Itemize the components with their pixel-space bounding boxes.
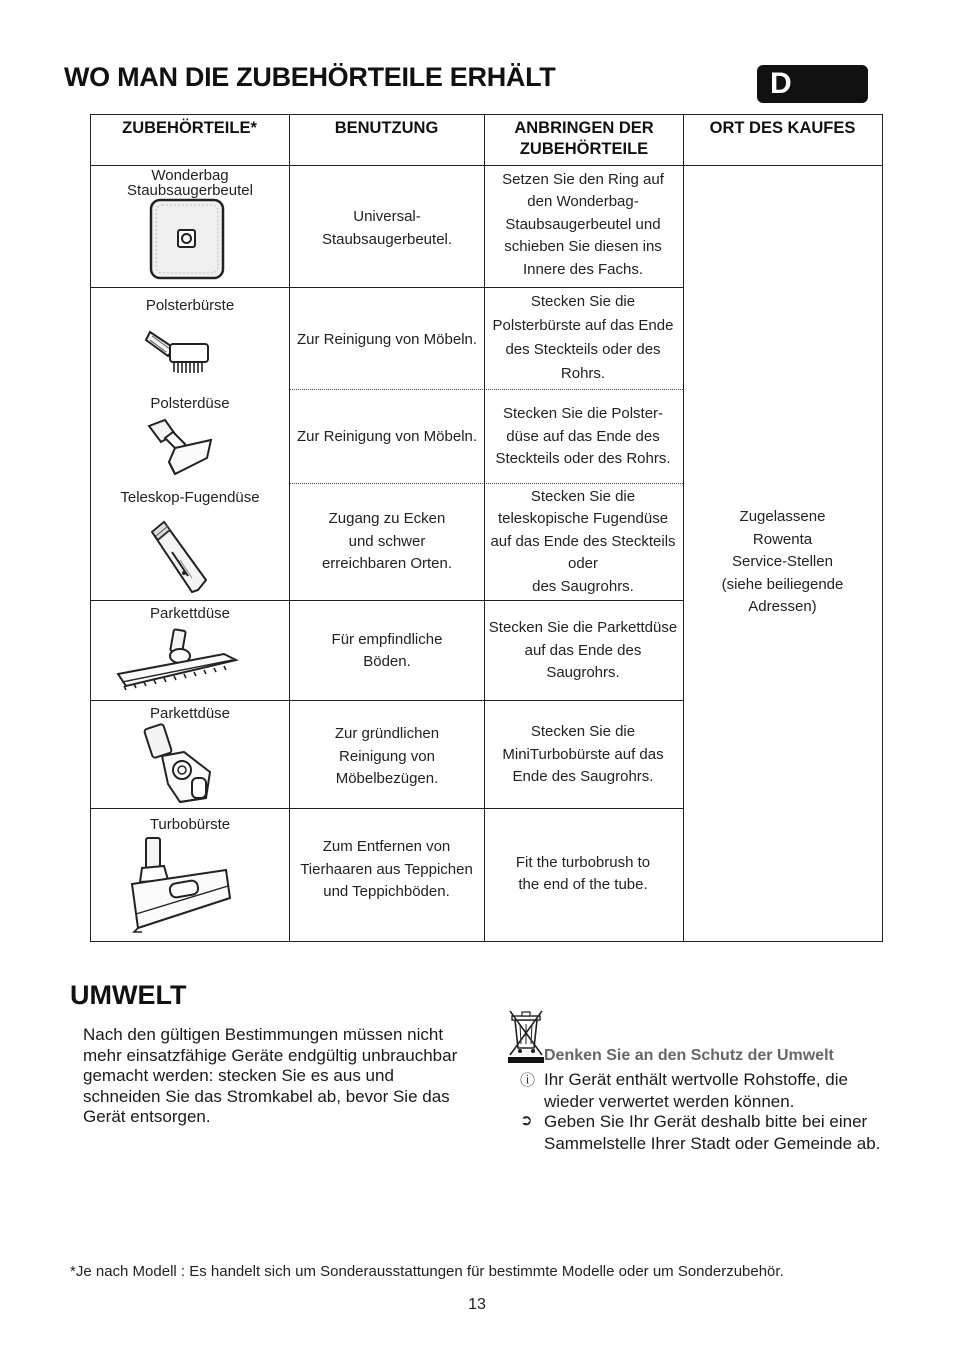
table-border-left: [90, 114, 91, 942]
row-divider-dotted: [290, 389, 683, 390]
usage-cell: Zur Reinigung von Möbeln.: [296, 427, 478, 445]
usage-cell: Zum Entfernen von Tierhaaren aus Teppichen und Teppichböden.: [300, 838, 473, 901]
header-purchase: ORT DES KAUFES: [709, 119, 856, 137]
row-divider-dotted: [290, 483, 683, 484]
row-divider: [90, 287, 683, 288]
section-title: UMWELT: [70, 980, 187, 1010]
accessory-name: Turbobürste: [149, 816, 231, 833]
usage-cell: Zur Reinigung von Möbeln.: [296, 330, 478, 348]
arrow-icon: ➲: [520, 1112, 533, 1129]
attach-cell: Stecken Sie die Polster- düse auf das Ende des Steckteils oder des Rohrs.: [495, 405, 671, 468]
environment-item-text: Geben Sie Ihr Gerät deshalb bitte bei einer Sammelstelle Ihrer Stadt oder Gemeinde ab.: [544, 1112, 881, 1153]
accessory-name: Parkettdüse: [149, 605, 231, 622]
language-badge: D: [757, 65, 868, 103]
crevice-tool-icon: [148, 518, 210, 599]
usage-cell: Für empfindliche Böden.: [331, 630, 443, 670]
accessory-name: Wonderbag Staubsaugerbeutel: [127, 167, 253, 199]
environment-text: Nach den gültigen Bestimmungen müssen nicht mehr einsatzfähige Geräte endgültig unbrauchbar gemacht werden: stecken Sie es aus und schneiden Sie das Stromkabel ab, bevor Sie das Gerät entsorgen.: [83, 1025, 458, 1126]
accessory-name: Parkettdüse: [149, 705, 231, 722]
upholstery-nozzle-icon: [145, 418, 215, 483]
header-usage: BENUTZUNG: [334, 119, 439, 137]
attach-cell: Stecken Sie die teleskopische Fugendüse auf das Ende des Steckteils oder des Saugrohrs.: [490, 487, 676, 595]
header-accessories: ZUBEHÖRTEILE*: [122, 119, 257, 137]
accessory-name: Polsterbürste: [145, 297, 235, 314]
environment-heading: Denken Sie an den Schutz der Umwelt: [544, 1047, 834, 1064]
row-divider: [90, 600, 683, 601]
info-icon: ⓘ: [520, 1072, 536, 1089]
column-divider: [484, 114, 485, 942]
page-title: WO MAN DIE ZUBEHÖRTEILE ERHÄLT: [64, 62, 556, 92]
table-border-bottom: [90, 941, 883, 942]
usage-cell: Zur gründlichen Reinigung von Möbelbezügen.: [334, 725, 440, 788]
header-divider: [90, 165, 883, 166]
table-border-right: [882, 114, 883, 942]
row-divider: [90, 700, 683, 701]
footnote: *Je nach Modell : Es handelt sich um Sonderausstattungen für bestimmte Modelle oder um Sonderzubehör.: [70, 1263, 784, 1280]
attach-cell: Stecken Sie die MiniTurbobürste auf das Ende des Saugrohrs.: [502, 723, 664, 786]
crossed-out-bin-icon: [507, 1008, 545, 1069]
attach-cell: Stecken Sie die Parkettdüse auf das Ende des Saugrohrs.: [488, 619, 678, 682]
attach-cell: Stecken Sie die Polsterbürste auf das Ende des Steckteils oder des Rohrs.: [492, 293, 674, 382]
environment-item-text: Ihr Gerät enthält wertvolle Rohstoffe, die wieder verwertet werden können.: [544, 1070, 848, 1111]
accessory-name: Polsterdüse: [150, 395, 230, 412]
header-attach: ANBRINGEN DER ZUBEHÖRTEILE: [514, 119, 654, 158]
table-border-top: [90, 114, 883, 115]
page-number: 13: [468, 1296, 486, 1313]
column-divider: [683, 114, 684, 942]
accessory-name: Teleskop-Fugendüse: [120, 489, 260, 506]
attach-cell: Fit the turbobrush to the end of the tube.: [515, 853, 651, 893]
dust-bag-icon: [148, 197, 226, 286]
upholstery-brush-icon: [144, 322, 214, 381]
usage-cell: Zugang zu Ecken und schwer erreichbaren Orten.: [321, 510, 453, 573]
parquet-nozzle-icon: [114, 626, 240, 699]
attach-cell: Setzen Sie den Ring auf den Wonderbag-Staubsaugerbeutel und schieben Sie diesen ins Innere des Fachs.: [502, 170, 664, 278]
mini-turbo-brush-icon: [140, 722, 220, 811]
usage-cell: Universal- Staubsaugerbeutel.: [321, 208, 453, 248]
purchase-place-cell: Zugelassene Rowenta Service-Stellen (siehe beiliegende Adressen): [721, 508, 844, 615]
turbo-brush-icon: [128, 836, 232, 939]
